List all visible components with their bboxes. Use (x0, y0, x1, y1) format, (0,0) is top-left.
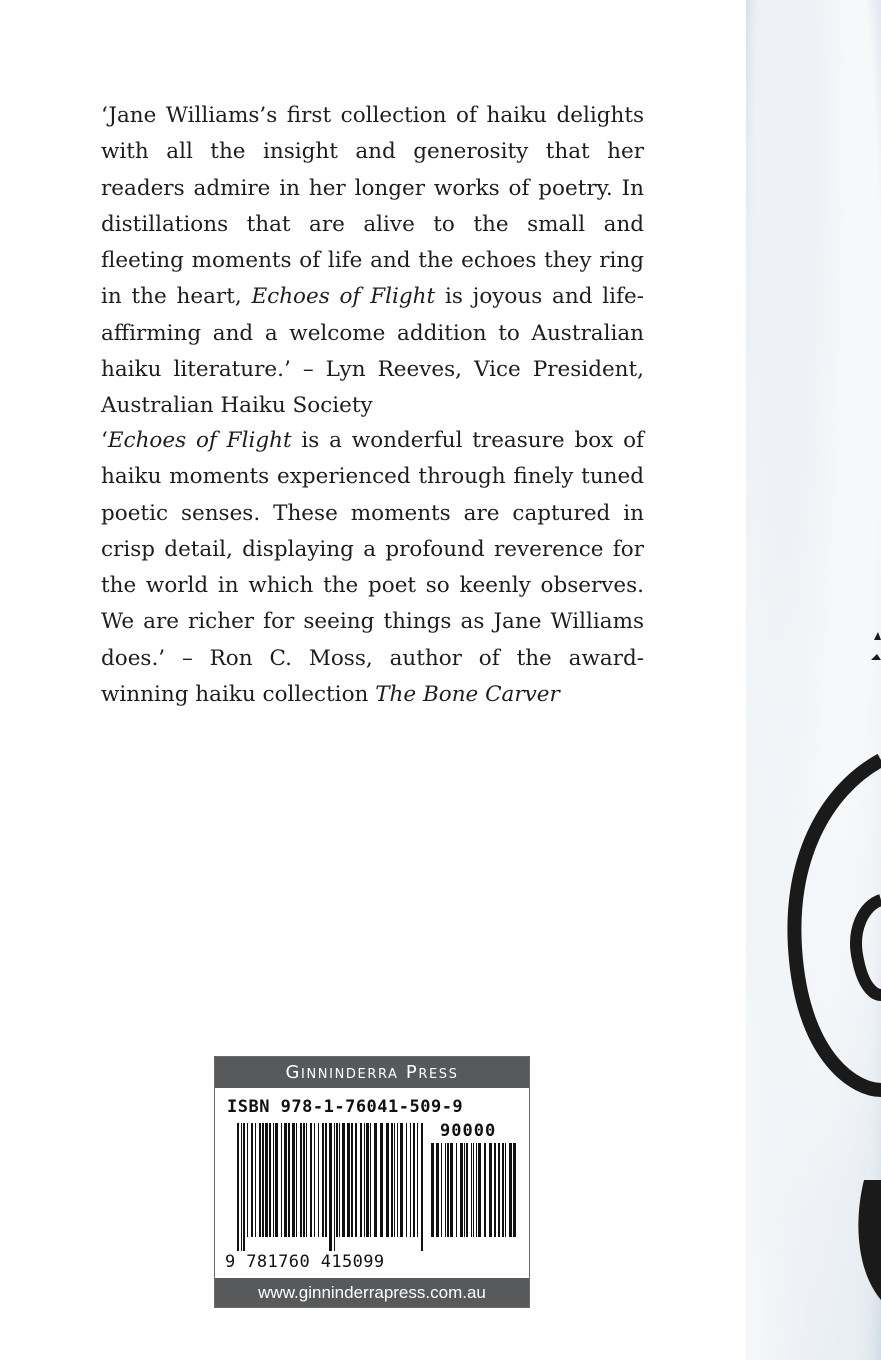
barcode-bar (513, 1143, 516, 1237)
publisher-url: www.ginninderrapress.com.au (215, 1278, 529, 1307)
barcode-bar (464, 1143, 465, 1237)
barcode-bar (466, 1143, 468, 1237)
book-title: Echoes of Flight (251, 284, 436, 310)
referenced-book-title: The Bone Carver (375, 682, 560, 708)
barcode-bar (374, 1123, 377, 1237)
barcode-bar (447, 1143, 449, 1237)
barcode-bar (421, 1123, 423, 1251)
barcode-bar (445, 1143, 446, 1237)
book-title: Echoes of Flight (107, 428, 292, 453)
barcode-bar (273, 1123, 274, 1237)
wrought-iron-image (746, 0, 881, 1360)
barcode-bar (360, 1123, 362, 1237)
barcode-bar (509, 1143, 512, 1237)
barcode-bar (476, 1143, 477, 1237)
barcode-bar (394, 1123, 395, 1237)
barcode-bar (243, 1123, 245, 1251)
blurb-ron-moss (101, 423, 644, 713)
barcode-bar (498, 1143, 500, 1237)
barcode-bar (347, 1123, 350, 1237)
barcode-bar (502, 1143, 504, 1237)
barcode-bar (310, 1123, 312, 1237)
barcode-bar (281, 1123, 282, 1237)
barcode-bar (237, 1123, 239, 1251)
barcode-bar (460, 1143, 463, 1237)
isbn-barcode-block (214, 1056, 530, 1308)
barcode-bar (342, 1123, 345, 1237)
barcode-bar (351, 1123, 353, 1237)
barcode-bar (366, 1123, 369, 1237)
barcode-bar (255, 1123, 256, 1237)
spine-cover-image (746, 0, 881, 1360)
barcode-bar (303, 1123, 305, 1237)
ean-barcode (237, 1123, 427, 1251)
barcode-bar (364, 1123, 365, 1237)
blurb-lyn-reeves (101, 98, 644, 425)
barcode-bar (413, 1123, 415, 1237)
barcode-bar (391, 1123, 393, 1237)
barcode-bar (241, 1123, 242, 1251)
barcode-bar (275, 1123, 278, 1237)
blurb-1-text: ‘Jane Williams’s first collection of haiku delights with all the insight and generosity that her readers admire in her longer works of poetry. In distillations that are alive to the small and fleeting moments of life and the echoes they ring in the heart, Echoes of Flight is joyous and life-affirming and a welcome addition to Australian haiku literature.’ – Lyn Reeves, Vice President, Australian Haiku Society (101, 103, 644, 419)
barcode-bar (478, 1143, 481, 1237)
barcode-bar (431, 1143, 434, 1237)
barcode-bar (417, 1123, 418, 1237)
isbn-number: ISBN 978-1-76041-509-9 (227, 1097, 464, 1117)
barcode-bar (259, 1123, 261, 1237)
barcode-bar (325, 1123, 327, 1237)
barcode-bar (329, 1123, 332, 1251)
barcode-bar (306, 1123, 307, 1237)
barcode-bar (262, 1123, 264, 1237)
barcode-bar (334, 1123, 335, 1251)
publisher-name: Ginninderra Press (215, 1057, 529, 1088)
barcode-bar (322, 1123, 324, 1237)
barcode-bar (441, 1143, 442, 1237)
barcode-bar (410, 1123, 411, 1237)
barcode-bar (400, 1123, 403, 1237)
barcode-bar (473, 1143, 474, 1237)
barcode-bar (296, 1123, 297, 1237)
barcode-bar (265, 1123, 268, 1237)
barcode-bar (505, 1143, 506, 1237)
barcode-bar (251, 1123, 253, 1237)
barcode-bar (318, 1123, 319, 1237)
barcode-bar (450, 1143, 453, 1237)
price-addon-number: 90000 (440, 1121, 497, 1141)
barcode-bar (380, 1123, 383, 1237)
barcode-bar (406, 1123, 407, 1237)
barcode-bar (292, 1123, 295, 1237)
barcode-bar (489, 1143, 492, 1237)
barcode-bar (336, 1123, 338, 1237)
barcode-bar (456, 1143, 457, 1237)
barcode-bar (300, 1123, 302, 1237)
barcode-bar (436, 1143, 439, 1237)
barcode-bar (339, 1123, 340, 1237)
barcode-bar (484, 1143, 486, 1237)
barcode-bar (386, 1123, 389, 1237)
barcode-bar (284, 1123, 287, 1237)
barcode-bar (288, 1123, 290, 1237)
barcode-bar (355, 1123, 357, 1237)
barcode-bar (269, 1123, 271, 1237)
barcode-bar (397, 1123, 398, 1237)
addon-barcode (431, 1143, 519, 1251)
barcode-bar (314, 1123, 315, 1237)
barcode-bar (370, 1123, 371, 1237)
blurb-2-text: ‘Echoes of Flight is a wonderful treasure box of haiku moments experienced through finely tuned poetic senses. These moments are captured in crisp detail, displaying a profound reverence for the world in which the poet so keenly observes. We are richer for seeing things as Jane Williams does.’ – Ron C. Moss, author of the award-winning haiku collection The Bone Carver (101, 428, 644, 708)
barcode-bar (494, 1143, 496, 1237)
barcode-bar (247, 1123, 248, 1237)
ean-digits: 9 781760 415099 (225, 1252, 385, 1272)
barcode-bar (471, 1143, 472, 1237)
